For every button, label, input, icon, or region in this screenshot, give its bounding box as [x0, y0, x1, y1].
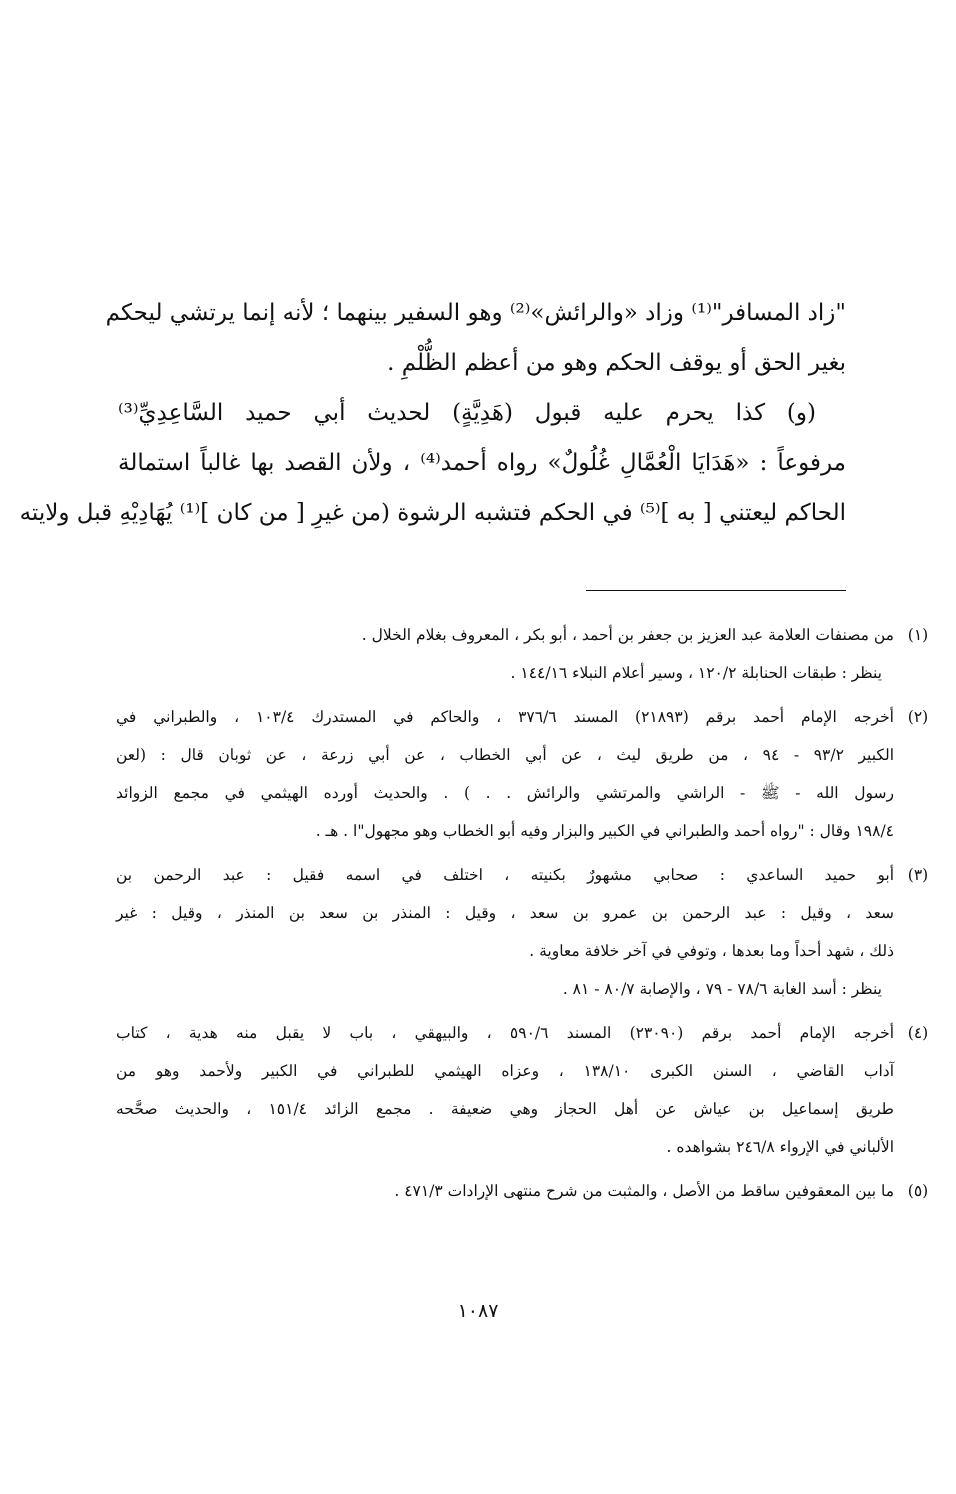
footnote-line: رسول الله - ﷺ - الراشي والمرتشي والرائش . . ) . والحديث أورده الهيثمي في مجمع الزوائد — [116, 784, 894, 802]
footnote-number: (١) — [907, 626, 929, 644]
footnote-4 — [116, 1014, 929, 1166]
footnote-line: ذلك ، شهد أحداً وما بعدها ، وتوفي في آخر خلافة معاوية . — [529, 942, 894, 960]
main-text-line: الحاكم ليعتني [ به ]⁽⁵⁾ في الحكم فتشبه الرشوة (من غيرِ [ من كان ]⁽¹⁾ يُهَادِيْهِ قبل ولايته — [19, 500, 846, 526]
main-text-line: مرفوعاً : «هَدَايَا الْعُمَّالِ غُلُولٌ» رواه أحمد⁽⁴⁾ ، ولأن القصد بها غالباً استمالة — [118, 450, 846, 476]
footnote-line: الألباني في الإرواء ٢٤٦/٨ بشواهده . — [666, 1138, 894, 1156]
footnote-line: أخرجه الإمام أحمد برقم (٢٣٠٩٠) المسند ٥٩٠/٦ ، والبيهقي ، باب لا يقبل منه هدية ، كتاب — [116, 1024, 895, 1042]
main-text-line: "زاد المسافر"⁽¹⁾ وزاد «والرائش»⁽²⁾ وهو السفير بينهما ؛ لأنه إنما يرتشي ليحكم — [105, 300, 846, 326]
main-text-line: بغير الحق أو يوقف الحكم وهو من أعظم الظُّلْمِ . — [387, 350, 846, 376]
footnote-line: ما بين المعقوفين ساقط من الأصل ، والمثبت من شرح منتهى الإرادات ٤٧١/٣ . — [394, 1182, 894, 1200]
footnote-line: من مصنفات العلامة عبد العزيز بن جعفر بن أحمد ، أبو بكر ، المعروف بغلام الخلال . — [361, 626, 894, 644]
footnote-line: سعد ، وقيل : عبد الرحمن بن عمرو بن سعد ، وقيل : المنذر بن سعد بن المنذر ، وقيل : غير — [116, 904, 894, 922]
main-text-block — [19, 288, 846, 538]
footnote-line: الكبير ٩٣/٢ - ٩٤ ، من طريق ليث ، عن أبي الخطاب ، عن أبي زرعة ، عن ثوبان قال : (لعن — [116, 746, 895, 764]
footnote-line: طريق إسماعيل بن عياش عن أهل الحجاز وهي ضعيفة . مجمع الزائد ١٥١/٤ ، والحديث صحَّحه — [116, 1100, 894, 1118]
footnote-3 — [116, 856, 929, 1008]
footnote-line: أبو حميد الساعدي : صحابي مشهورٌ بكنيته ، اختلف في اسمه فقيل : عبد الرحمن بن — [116, 866, 894, 884]
footnote-number: (٣) — [907, 866, 929, 884]
footnote-number: (٥) — [907, 1182, 929, 1200]
footnote-2 — [116, 698, 929, 850]
footnote-number: (٤) — [907, 1024, 929, 1042]
footnote-5 — [116, 1172, 929, 1210]
footnote-1 — [116, 616, 929, 692]
footnote-line: ينظر : طبقات الحنابلة ١٢٠/٢ ، وسير أعلام النبلاء ١٤٤/١٦ . — [510, 664, 882, 682]
footnotes-section — [116, 616, 929, 1216]
footnote-divider — [586, 590, 846, 591]
footnote-line: ١٩٨/٤ وقال : "رواه أحمد والطبراني في الكبير والبزار وفيه أبو الخطاب وهو مجهول"ا . هـ . — [315, 822, 894, 840]
footnote-line: آداب القاضي ، السنن الكبرى ١٣٨/١٠ ، وعزاه الهيثمي للطبراني في الكبير ولأحمد وهو من — [116, 1062, 894, 1080]
footnote-line: أخرجه الإمام أحمد برقم (٢١٨٩٣) المسند ٣٧٦/٦ ، والحاكم في المستدرك ١٠٣/٤ ، والطبراني في — [116, 708, 894, 726]
page-number: ١٠٨٧ — [457, 1300, 499, 1322]
footnote-line: ينظر : أسد الغابة ٧٨/٦ - ٧٩ ، والإصابة ٨٠/٧ - ٨١ . — [562, 980, 882, 998]
main-text-line: (و) كذا يحرم عليه قبول (هَدِيَّةٍ) لحديث أبي حميد السَّاعِدِيِّ⁽³⁾ — [118, 400, 816, 426]
footnote-number: (٢) — [907, 708, 929, 726]
